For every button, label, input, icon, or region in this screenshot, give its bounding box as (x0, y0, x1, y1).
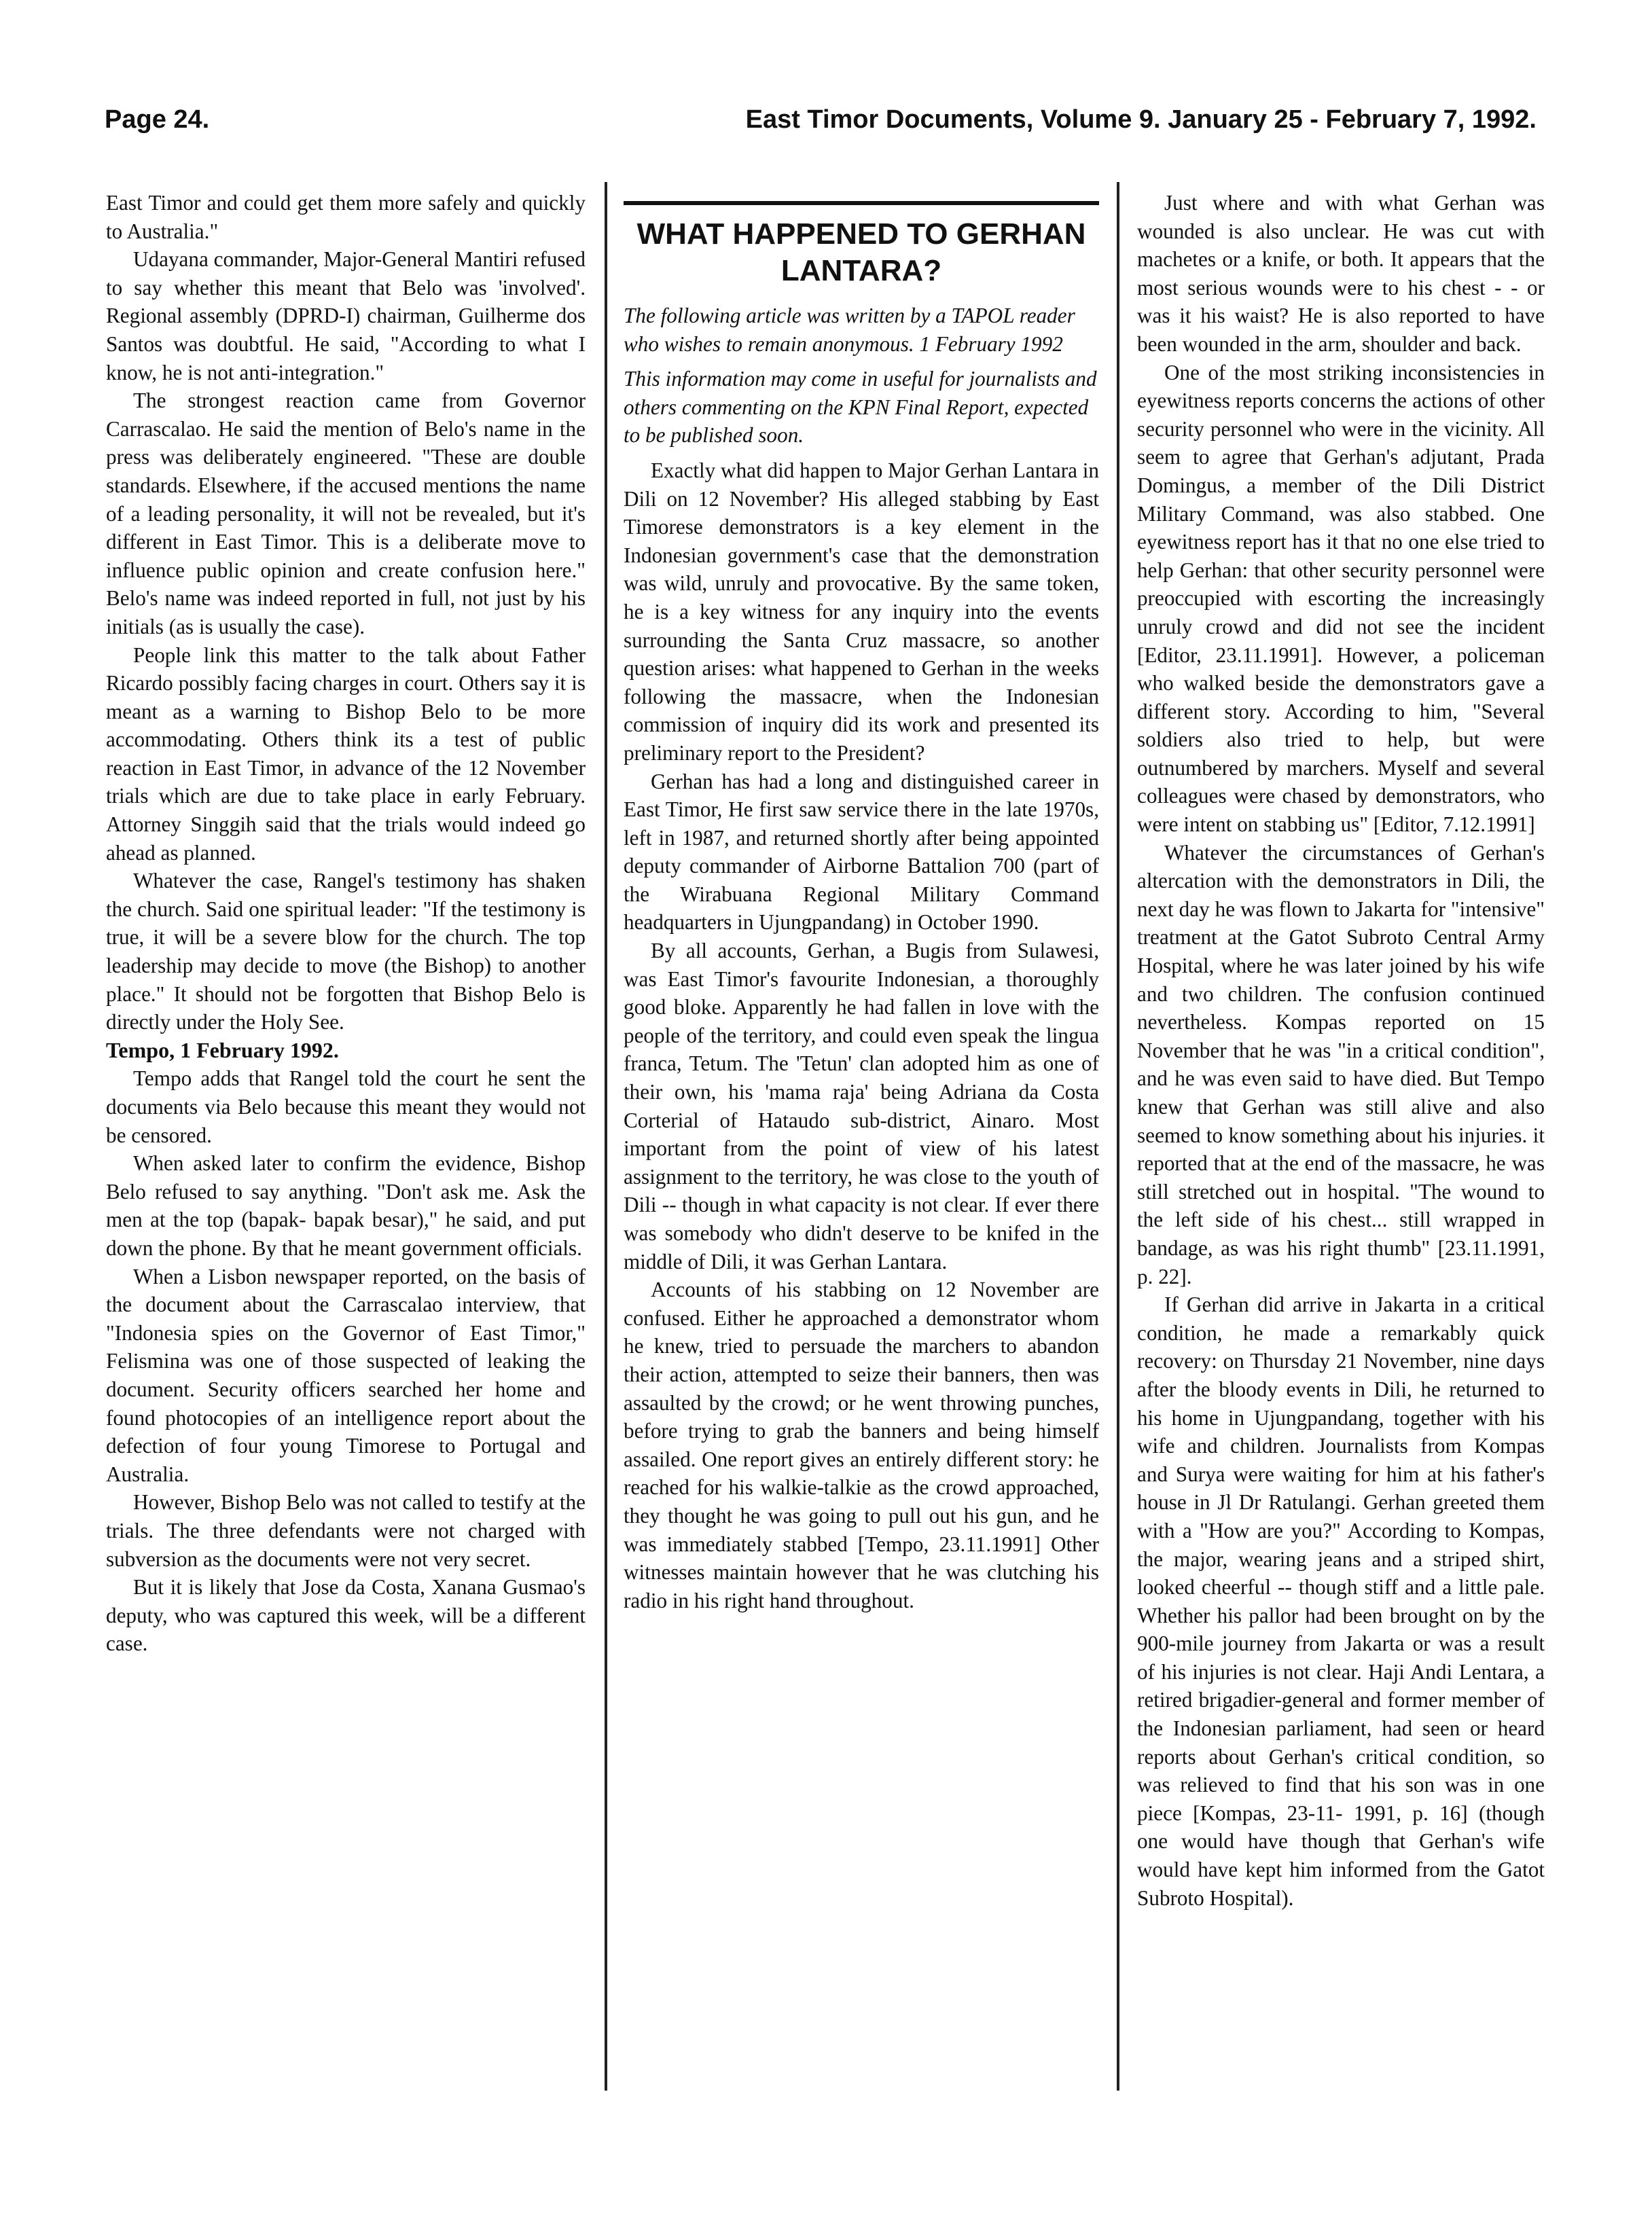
paragraph: Accounts of his stabbing on 12 November are confused. Either he approached a demonstrator whom he knew, tried to persuade the marchers to abandon their action, attempted to seize their banners, then was assaulted by the crowd; or he went throwing punches, before trying to grab the banners and being himself assailed. One report gives an entirely different story: he reached for his walkie-talkie as the crowd approached, they thought he was going to pull out his gun, and he was immediately stabbed [Tempo, 23.11.1991] Other witnesses maintain however that he was clutching his radio in his right hand throughout. (624, 1278, 1099, 1612)
paragraph: The strongest reaction came from Governor Carrascalao. He said the mention of Belo's name in the press was deliberately engineered. "These are double standards. Elsewhere, if the accused mentions the name of a leading personality, it will not be revealed, but it's different in East Timor. This is a deliberate move to influence public opinion and create confusion here." Belo's name was indeed reported in full, not just by his initials (as is usually the case). (106, 389, 586, 638)
source-dateline: Tempo, 1 February 1992. (106, 1037, 339, 1062)
paragraph: Udayana commander, Major-General Mantiri refused to say whether this meant that Belo was 'involved'. Regional assembly (DPRD-I) chairman, Guilherme dos Santos was doubtful. He said, "According to what I know, he is not anti-integration." (106, 247, 586, 384)
column-1 (106, 189, 586, 1658)
paragraph: But it is likely that Jose da Costa, Xanana Gusmao's deputy, who was captured this week, will be a different case. (106, 1575, 586, 1656)
paragraph: East Timor and could get them more safely and quickly to Australia." (106, 191, 586, 243)
paragraph: By all accounts, Gerhan, a Bugis from Sulawesi, was East Timor's favourite Indonesian, a thoroughly good bloke. Apparently he had fallen in love with the people of the territory, and could even speak the lingua franca, Tetum. The 'Tetun' clan adopted him as one of their own, his 'mama raja' being Adriana da Costa Corterial of Hataudo sub-district, Ainaro. Most important from the point of view of his latest assignment to the territory, he was close to the youth of Dili -- though in what capacity is not clear. If ever there was somebody who didn't deserve to be knifed in the middle of Dili, it was Gerhan Lantara. (624, 939, 1099, 1274)
paragraph: One of the most striking inconsistencies in eyewitness reports concerns the actions of other security personnel who were in the vicinity. All seem to agree that Gerhan's adjutant, Prada Domingus, a member of the Dili District Military Command, was also stabbed. One eyewitness report has it that no one else tried to help Gerhan: that other security personnel were preoccupied with escorting the increasingly unruly crowd and did not see the incident [Editor, 23.11.1991]. However, a policeman who walked beside the demonstrators gave a different story. According to him, "Several soldiers also tried to help, but were outnumbered by marchers. Myself and several colleagues were chased by demonstrators, who were intent on stabbing us" [Editor, 7.12.1991] (1137, 360, 1545, 837)
paragraph: However, Bishop Belo was not called to testify at the trials. The three defendants were not charged with subversion as the documents were not very secret. (106, 1490, 586, 1571)
headline-rule (624, 201, 1099, 205)
column-2 (624, 189, 1099, 1614)
paragraph: Whatever the case, Rangel's testimony has shaken the church. Said one spiritual leader: "If the testimony is true, it will be a severe blow for the church. The top leadership may decide to move (the Bishop) to another place." It should not be forgotten that Bishop Belo is directly under the Holy See. (106, 869, 586, 1034)
paragraph: Tempo adds that Rangel told the court he sent the documents via Belo because this meant they would not be censored. (106, 1066, 586, 1147)
article-note: This information may come in useful for journalists and others commenting on the KPN Final Report, expected to be published soon. (624, 367, 1097, 448)
running-header: East Timor Documents, Volume 9. January 25 - February 7, 1992. (745, 105, 1537, 134)
paragraph: When asked later to confirm the evidence, Bishop Belo refused to say anything. "Don't ask me. Ask the men at the top (bapak- bapak besar)," he said, and put down the phone. By that he meant government officials. (106, 1151, 586, 1260)
page-number: Page 24. (105, 105, 210, 134)
column-divider (605, 182, 607, 2091)
column-divider (1117, 182, 1119, 2091)
article-intro: The following article was written by a TAPOL reader who wishes to remain anonymous. 1 February 1992 (624, 304, 1075, 356)
paragraph: Gerhan has had a long and distinguished career in East Timor, He first saw service there in the late 1970s, left in 1987, and returned shortly after being appointed deputy commander of Airborne Battalion 700 (part of the Wirabuana Regional Military Command headquarters in Ujungpandang) in October 1990. (624, 769, 1099, 935)
paragraph: Exactly what did happen to Major Gerhan Lantara in Dili on 12 November? His alleged stabbing by East Timorese demonstrators is a key element in the Indonesian government's case that the demonstration was wild, unruly and provocative. By the same token, he is a key witness for any inquiry into the events surrounding the Santa Cruz massacre, so another question arises: what happened to Gerhan in the weeks following the massacre, when the Indonesian commission of inquiry did its work and presented its preliminary report to the President? (624, 458, 1099, 765)
article-headline: WHAT HAPPENED TO GERHAN LANTARA? (636, 217, 1086, 287)
paragraph: Just where and with what Gerhan was wounded is also unclear. He was cut with machetes or a knife, or both. It appears that the most serious wounds were to his chest - - or was it his waist? He is also reported to have been wounded in the arm, shoulder and back. (1137, 191, 1545, 356)
paragraph: Whatever the circumstances of Gerhan's altercation with the demonstrators in Dili, the next day he was flown to Jakarta for "intensive" treatment at the Gatot Subroto Central Army Hospital, where he was later joined by his wife and two children. The confusion continued nevertheless. Kompas reported on 15 November that he was "in a critical condition", and he was even said to have died. But Tempo knew that Gerhan was still alive and also seemed to know something about his injuries. it reported that at the end of the massacre, he was still stretched out in hospital. "The wound to the left side of his chest... still wrapped in bandage, as was his right thumb" [23.11.1991, p. 22]. (1137, 840, 1545, 1288)
paragraph: People link this matter to the talk about Father Ricardo possibly facing charges in court. Others say it is meant as a warning to Bishop Belo to be more accommodating. Others think its a test of public reaction in East Timor, in advance of the 12 November trials which are due to take place in early February. Attorney Singgih said that the trials would indeed go ahead as planned. (106, 643, 586, 865)
column-3 (1137, 189, 1545, 1912)
paragraph: If Gerhan did arrive in Jakarta in a critical condition, he made a remarkably quick recovery: on Thursday 21 November, nine days after the bloody events in Dili, he returned to his home in Ujungpandang, together with his wife and children. Journalists from Kompas and Surya were waiting for him at his father's house in Jl Dr Ratulangi. Gerhan greeted them with a "How are you?" According to Kompas, the major, wearing jeans and a striped shirt, looked cheerful -- though stiff and a little pale. Whether his pallor had been brought on by the 900-mile journey from Jakarta or was a result of his injuries is not clear. Haji Andi Lentara, a retired brigadier-general and former member of the Indonesian parliament, had seen or heard reports about Gerhan's critical condition, so was relieved to find that his son was in one piece [Kompas, 23-11- 1991, p. 16] (though one would have though that Gerhan's wife would have kept him informed from the Gatot Subroto Hospital). (1137, 1293, 1545, 1910)
paragraph: When a Lisbon newspaper reported, on the basis of the document about the Carrascalao interview, that "Indonesia spies on the Governor of East Timor," Felismina was one of those suspected of leaking the document. Security officers searched her home and found photocopies of an intelligence report about the defection of four young Timorese to Portugal and Australia. (106, 1264, 586, 1486)
